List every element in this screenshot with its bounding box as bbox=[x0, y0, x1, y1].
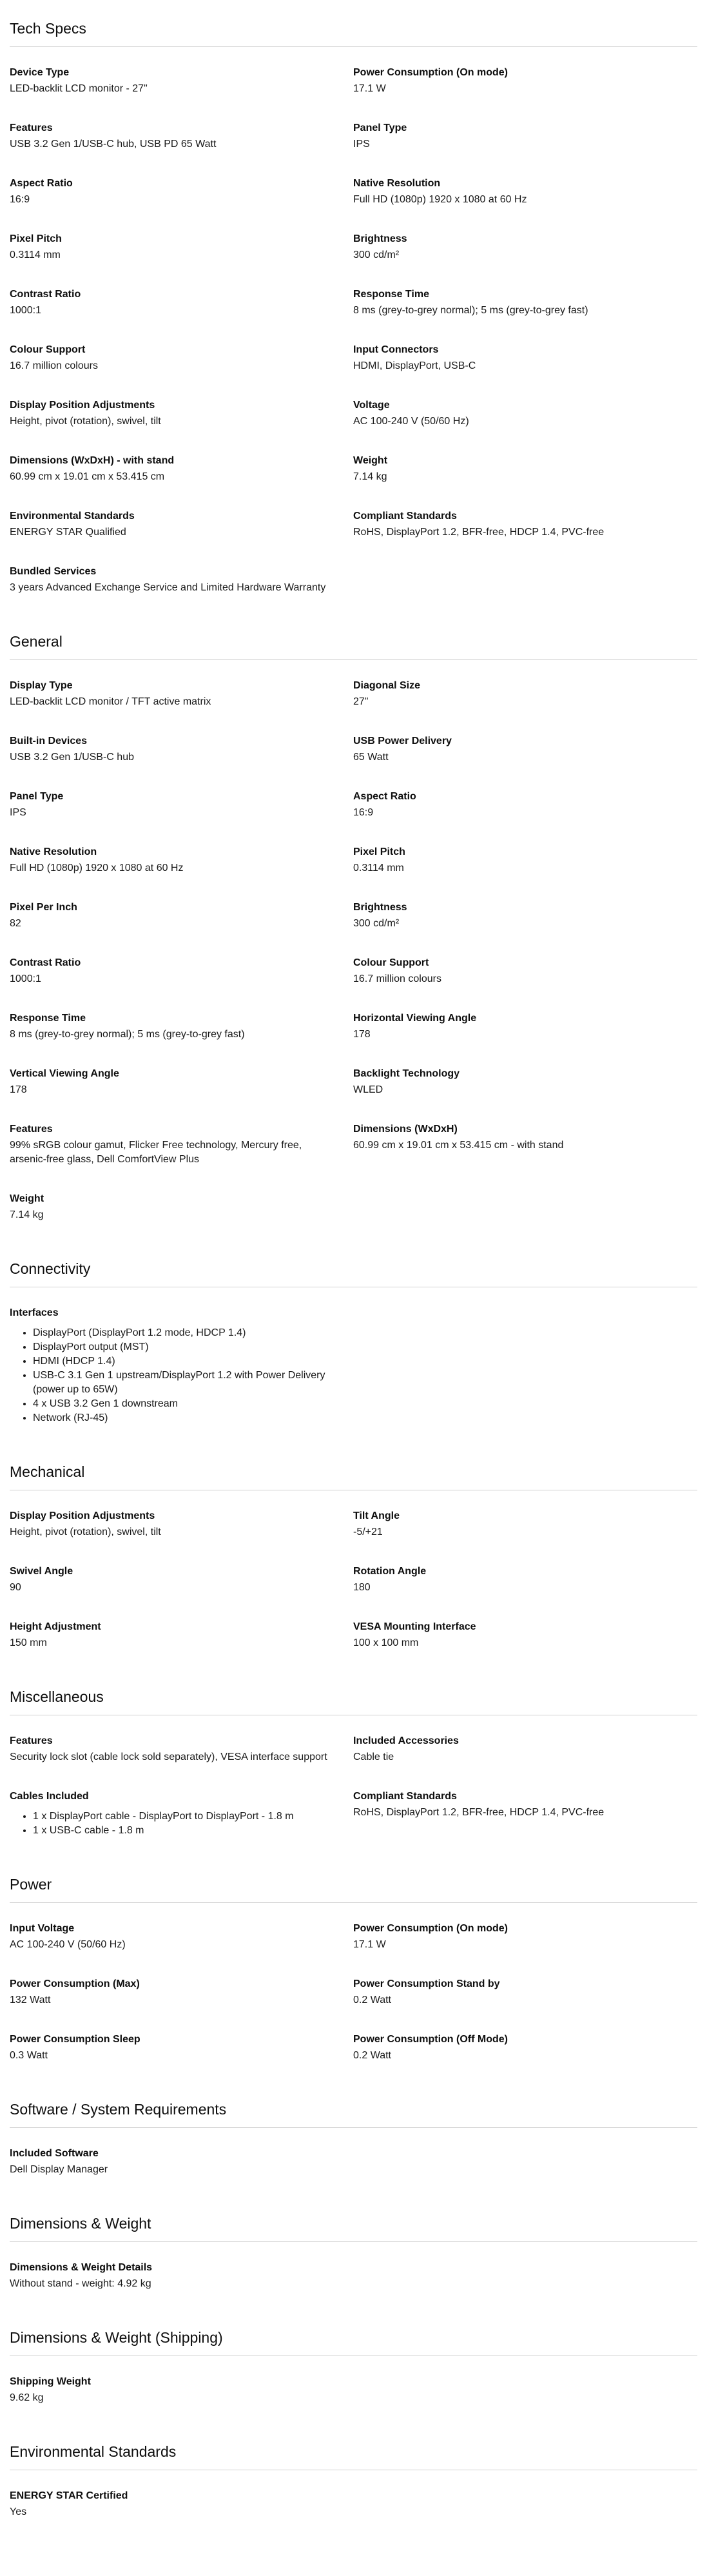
spec-value: -5/+21 bbox=[353, 1527, 383, 1537]
spec-item bbox=[353, 1557, 697, 1613]
spec-label: Panel Type bbox=[10, 791, 64, 802]
spec-label: Brightness bbox=[353, 233, 407, 244]
spec-value: WLED bbox=[353, 1084, 383, 1095]
spec-value: 300 cd/m² bbox=[353, 918, 400, 929]
spec-label: Display Position Adjustments bbox=[10, 400, 155, 411]
spec-value-list bbox=[10, 1326, 334, 1425]
spec-grid bbox=[10, 1903, 697, 2081]
spec-value: 9.62 kg bbox=[10, 2392, 44, 2403]
spec-label: Response Time bbox=[10, 1013, 86, 1024]
spec-label: Dimensions & Weight Details bbox=[10, 2262, 153, 2273]
spec-item bbox=[10, 1502, 353, 1557]
spec-item bbox=[353, 1782, 697, 1856]
spec-value: 17.1 W bbox=[353, 83, 386, 94]
spec-item bbox=[10, 170, 353, 225]
spec-value: Cable tie bbox=[353, 1751, 394, 1762]
spec-item bbox=[353, 1060, 697, 1115]
section-dimensions-weight-shipping bbox=[0, 2309, 707, 2423]
section-tech-specs bbox=[0, 0, 707, 613]
spec-label: Native Resolution bbox=[10, 846, 97, 857]
spec-item bbox=[353, 502, 697, 558]
spec-value: LED-backlit LCD monitor / TFT active matrix bbox=[10, 696, 211, 707]
spec-label: Height Adjustment bbox=[10, 1621, 101, 1632]
spec-item bbox=[10, 2140, 353, 2195]
spec-label: Rotation Angle bbox=[353, 1566, 427, 1577]
spec-item bbox=[10, 1060, 353, 1115]
spec-label: Included Accessories bbox=[353, 1735, 459, 1746]
spec-item bbox=[353, 1115, 697, 1185]
spec-label: Display Type bbox=[10, 680, 73, 691]
spec-grid bbox=[10, 1715, 697, 1856]
spec-item bbox=[10, 1185, 353, 1240]
section-title: Power bbox=[10, 1856, 697, 1903]
section-title: Mechanical bbox=[10, 1443, 697, 1490]
spec-grid bbox=[10, 2128, 697, 2195]
spec-item bbox=[353, 1727, 697, 1782]
spec-label: USB Power Delivery bbox=[353, 736, 452, 746]
section-title: Miscellaneous bbox=[10, 1668, 697, 1715]
spec-value: 82 bbox=[10, 918, 21, 929]
spec-item bbox=[10, 336, 353, 391]
spec-label: Environmental Standards bbox=[10, 511, 135, 522]
spec-value: Yes bbox=[10, 2506, 27, 2517]
spec-item bbox=[10, 1299, 353, 1443]
spec-value: IPS bbox=[10, 807, 26, 818]
spec-label: Power Consumption (Max) bbox=[10, 1978, 140, 1989]
list-item: • HDMI (HDCP 1.4) bbox=[33, 1354, 334, 1369]
spec-label: Compliant Standards bbox=[353, 511, 457, 522]
spec-label: Aspect Ratio bbox=[353, 791, 416, 802]
spec-item bbox=[10, 502, 353, 558]
spec-value: HDMI, DisplayPort, USB-C bbox=[353, 360, 476, 371]
spec-value: 8 ms (grey-to-grey normal); 5 ms (grey-to-grey fast) bbox=[10, 1029, 245, 1040]
spec-value: 100 x 100 mm bbox=[353, 1637, 419, 1648]
spec-value: AC 100-240 V (50/60 Hz) bbox=[353, 416, 469, 427]
spec-value: Full HD (1080p) 1920 x 1080 at 60 Hz bbox=[10, 863, 184, 873]
section-mechanical bbox=[0, 1443, 707, 1668]
spec-value: 90 bbox=[10, 1582, 21, 1593]
spec-value: 16.7 million colours bbox=[10, 360, 98, 371]
spec-label: Contrast Ratio bbox=[10, 957, 81, 968]
spec-item bbox=[10, 672, 353, 727]
spec-item bbox=[353, 114, 697, 170]
spec-item bbox=[353, 838, 697, 893]
spec-grid bbox=[10, 1287, 697, 1443]
spec-item bbox=[10, 558, 353, 613]
spec-label: Voltage bbox=[353, 400, 390, 411]
spec-item bbox=[353, 170, 697, 225]
spec-label: Contrast Ratio bbox=[10, 289, 81, 300]
list-item: • 1 x DisplayPort cable - DisplayPort to DisplayPort - 1.8 m bbox=[33, 1810, 334, 1824]
section-title: Environmental Standards bbox=[10, 2423, 697, 2470]
spec-item bbox=[10, 1782, 353, 1856]
spec-item bbox=[10, 893, 353, 949]
spec-label: VESA Mounting Interface bbox=[353, 1621, 476, 1632]
spec-label: Colour Support bbox=[353, 957, 429, 968]
spec-label: Compliant Standards bbox=[353, 1791, 457, 1802]
spec-item bbox=[10, 280, 353, 336]
section-general bbox=[0, 613, 707, 1240]
spec-label: Dimensions (WxDxH) bbox=[353, 1124, 458, 1135]
list-item: • 4 x USB 3.2 Gen 1 downstream bbox=[33, 1397, 334, 1411]
spec-value: 0.2 Watt bbox=[353, 1995, 391, 2005]
spec-value: 1000:1 bbox=[10, 305, 41, 316]
list-item: • USB-C 3.1 Gen 1 upstream/DisplayPort 1.2 with Power Delivery (power up to 65W) bbox=[33, 1369, 334, 1397]
spec-value: RoHS, DisplayPort 1.2, BFR-free, HDCP 1.4, PVC-free bbox=[353, 1807, 605, 1818]
spec-label: Interfaces bbox=[10, 1307, 59, 1318]
spec-label: Response Time bbox=[353, 289, 429, 300]
spec-label: Input Connectors bbox=[353, 344, 439, 355]
spec-label: Native Resolution bbox=[353, 178, 441, 189]
spec-label: Bundled Services bbox=[10, 566, 97, 577]
spec-label: Included Software bbox=[10, 2148, 99, 2159]
spec-grid bbox=[10, 2356, 697, 2423]
section-environmental-standards bbox=[0, 2423, 707, 2537]
spec-label: Power Consumption Stand by bbox=[353, 1978, 500, 1989]
spec-value: 180 bbox=[353, 1582, 371, 1593]
section-dimensions-weight bbox=[0, 2195, 707, 2309]
spec-item bbox=[353, 783, 697, 838]
list-item: • DisplayPort output (MST) bbox=[33, 1340, 334, 1354]
list-item: • Network (RJ-45) bbox=[33, 1411, 334, 1425]
section-power bbox=[0, 1856, 707, 2081]
spec-item bbox=[353, 727, 697, 783]
spec-label: Vertical Viewing Angle bbox=[10, 1068, 119, 1079]
spec-label: Colour Support bbox=[10, 344, 86, 355]
spec-value: 178 bbox=[10, 1084, 27, 1095]
spec-label: Power Consumption (On mode) bbox=[353, 67, 508, 78]
spec-value: 65 Watt bbox=[353, 752, 389, 763]
spec-label: Pixel Pitch bbox=[353, 846, 405, 857]
section-title: Dimensions & Weight bbox=[10, 2195, 697, 2242]
spec-item bbox=[353, 447, 697, 502]
spec-value: LED-backlit LCD monitor - 27" bbox=[10, 83, 148, 94]
spec-item bbox=[353, 1915, 697, 1970]
spec-label: Power Consumption (Off Mode) bbox=[353, 2034, 508, 2045]
spec-value: 1000:1 bbox=[10, 973, 41, 984]
spec-value: 0.3 Watt bbox=[10, 2050, 48, 2061]
spec-item bbox=[10, 727, 353, 783]
spec-item bbox=[10, 838, 353, 893]
spec-value: 3 years Advanced Exchange Service and Limited Hardware Warranty bbox=[10, 582, 326, 593]
spec-value: Without stand - weight: 4.92 kg bbox=[10, 2278, 151, 2289]
spec-value: Security lock slot (cable lock sold separately), VESA interface support bbox=[10, 1751, 327, 1762]
spec-label: Aspect Ratio bbox=[10, 178, 73, 189]
spec-item bbox=[10, 1613, 353, 1668]
spec-value: 0.3114 mm bbox=[10, 249, 61, 260]
spec-item bbox=[10, 1004, 353, 1060]
spec-label: Features bbox=[10, 1124, 53, 1135]
spec-item bbox=[10, 59, 353, 114]
spec-value: 16:9 bbox=[353, 807, 374, 818]
spec-value: USB 3.2 Gen 1/USB-C hub bbox=[10, 752, 134, 763]
spec-grid bbox=[10, 660, 697, 1240]
spec-item bbox=[353, 1004, 697, 1060]
spec-item bbox=[353, 893, 697, 949]
spec-item bbox=[10, 1727, 353, 1782]
spec-item bbox=[353, 336, 697, 391]
spec-value: 7.14 kg bbox=[353, 471, 387, 482]
spec-value: Height, pivot (rotation), swivel, tilt bbox=[10, 1527, 161, 1537]
spec-value bbox=[10, 1326, 334, 1425]
spec-value: 17.1 W bbox=[353, 1939, 386, 1950]
spec-item bbox=[10, 447, 353, 502]
spec-value: USB 3.2 Gen 1/USB-C hub, USB PD 65 Watt bbox=[10, 139, 217, 150]
spec-value: Dell Display Manager bbox=[10, 2164, 108, 2175]
spec-label: Diagonal Size bbox=[353, 680, 421, 691]
spec-label: Backlight Technology bbox=[353, 1068, 460, 1079]
spec-item bbox=[10, 391, 353, 447]
spec-value: 27" bbox=[353, 696, 369, 707]
spec-item bbox=[10, 2482, 353, 2537]
spec-value: 300 cd/m² bbox=[353, 249, 400, 260]
spec-value: RoHS, DisplayPort 1.2, BFR-free, HDCP 1.4, PVC-free bbox=[353, 527, 605, 538]
spec-item bbox=[10, 783, 353, 838]
spec-label: Power Consumption Sleep bbox=[10, 2034, 140, 2045]
spec-label: Horizontal Viewing Angle bbox=[353, 1013, 477, 1024]
spec-label: Swivel Angle bbox=[10, 1566, 73, 1577]
spec-value: ENERGY STAR Qualified bbox=[10, 527, 126, 538]
spec-item bbox=[353, 1502, 697, 1557]
section-title: General bbox=[10, 613, 697, 660]
spec-label: Input Voltage bbox=[10, 1923, 75, 1934]
section-title: Dimensions & Weight (Shipping) bbox=[10, 2309, 697, 2356]
spec-label: Features bbox=[10, 122, 53, 133]
spec-item bbox=[353, 2025, 697, 2081]
spec-grid bbox=[10, 2242, 697, 2309]
spec-item bbox=[10, 1915, 353, 1970]
spec-value: 60.99 cm x 19.01 cm x 53.415 cm bbox=[10, 471, 165, 482]
spec-label: Dimensions (WxDxH) - with stand bbox=[10, 455, 175, 466]
spec-label: Tilt Angle bbox=[353, 1510, 400, 1521]
spec-grid bbox=[10, 1490, 697, 1668]
spec-label: Weight bbox=[353, 455, 388, 466]
spec-value: 16.7 million colours bbox=[353, 973, 441, 984]
spec-value: 60.99 cm x 19.01 cm x 53.415 cm - with stand bbox=[353, 1140, 564, 1151]
spec-item bbox=[10, 2368, 353, 2423]
spec-item bbox=[353, 1613, 697, 1668]
spec-label: Weight bbox=[10, 1193, 44, 1204]
spec-label: Pixel Per Inch bbox=[10, 902, 77, 913]
spec-value: Height, pivot (rotation), swivel, tilt bbox=[10, 416, 161, 427]
spec-label: Built-in Devices bbox=[10, 736, 88, 746]
spec-value: 0.3114 mm bbox=[353, 863, 404, 873]
spec-item bbox=[353, 280, 697, 336]
spec-label: Power Consumption (On mode) bbox=[353, 1923, 508, 1934]
spec-label: Display Position Adjustments bbox=[10, 1510, 155, 1521]
spec-label: Features bbox=[10, 1735, 53, 1746]
spec-item bbox=[10, 114, 353, 170]
spec-label: ENERGY STAR Certified bbox=[10, 2490, 128, 2501]
spec-value: 178 bbox=[353, 1029, 371, 1040]
list-item: • DisplayPort (DisplayPort 1.2 mode, HDCP 1.4) bbox=[33, 1326, 334, 1340]
spec-value: 132 Watt bbox=[10, 1995, 51, 2005]
spec-label: Panel Type bbox=[353, 122, 407, 133]
spec-label: Device Type bbox=[10, 67, 70, 78]
spec-item bbox=[353, 59, 697, 114]
spec-item bbox=[353, 225, 697, 280]
spec-value: 16:9 bbox=[10, 194, 30, 205]
section-title: Connectivity bbox=[10, 1240, 697, 1287]
spec-value: IPS bbox=[353, 139, 370, 150]
spec-item bbox=[10, 2254, 353, 2309]
spec-value: 0.2 Watt bbox=[353, 2050, 391, 2061]
spec-value: Full HD (1080p) 1920 x 1080 at 60 Hz bbox=[353, 194, 527, 205]
spec-item bbox=[10, 2025, 353, 2081]
spec-item bbox=[353, 391, 697, 447]
spec-label: Shipping Weight bbox=[10, 2376, 91, 2387]
spec-label: Pixel Pitch bbox=[10, 233, 62, 244]
spec-item bbox=[10, 225, 353, 280]
spec-item bbox=[10, 1557, 353, 1613]
spec-value: 7.14 kg bbox=[10, 1209, 44, 1220]
section-title: Tech Specs bbox=[10, 0, 697, 47]
spec-item bbox=[353, 949, 697, 1004]
section-software-system-requirements bbox=[0, 2081, 707, 2195]
spec-value bbox=[10, 1810, 334, 1838]
spec-grid bbox=[10, 2470, 697, 2537]
spec-grid bbox=[10, 47, 697, 613]
spec-label: Cables Included bbox=[10, 1791, 89, 1802]
spec-value: 99% sRGB colour gamut, Flicker Free technology, Mercury free, arsenic-free glass, Dell ComfortView Plus bbox=[10, 1140, 302, 1165]
spec-item bbox=[353, 1970, 697, 2025]
spec-value: 8 ms (grey-to-grey normal); 5 ms (grey-to-grey fast) bbox=[353, 305, 588, 316]
spec-item bbox=[10, 1970, 353, 2025]
spec-item bbox=[10, 1115, 353, 1185]
spec-value: AC 100-240 V (50/60 Hz) bbox=[10, 1939, 126, 1950]
section-title: Software / System Requirements bbox=[10, 2081, 697, 2128]
section-miscellaneous bbox=[0, 1668, 707, 1856]
spec-value-list bbox=[10, 1810, 334, 1838]
spec-item bbox=[10, 949, 353, 1004]
section-connectivity bbox=[0, 1240, 707, 1443]
spec-item bbox=[353, 672, 697, 727]
spec-label: Brightness bbox=[353, 902, 407, 913]
spec-value: 150 mm bbox=[10, 1637, 47, 1648]
list-item: • 1 x USB-C cable - 1.8 m bbox=[33, 1824, 334, 1838]
